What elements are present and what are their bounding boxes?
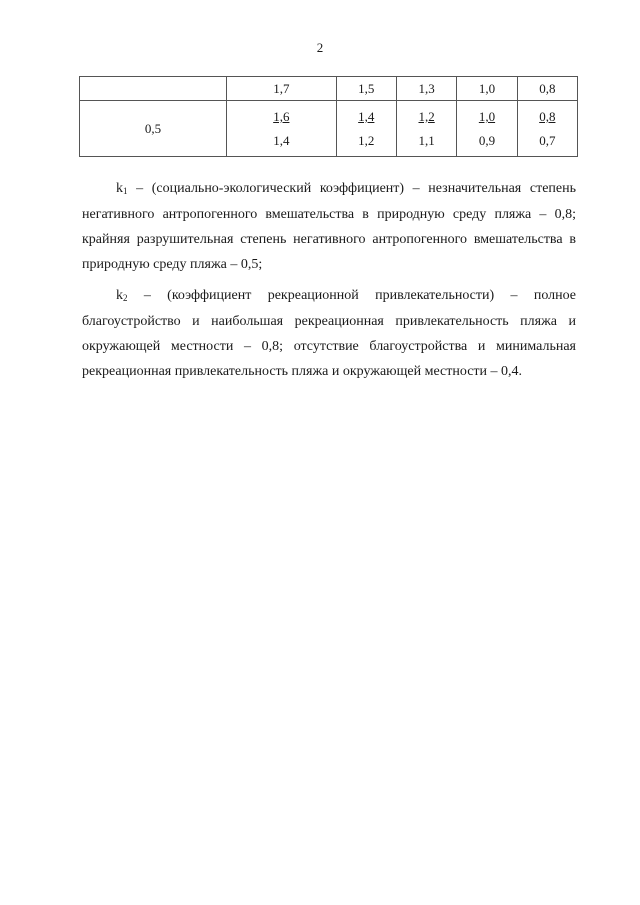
numerator-value: 1,2 [418,109,435,124]
numerator-value: 1,4 [358,109,375,124]
table-cell: 1,7 [227,77,337,101]
paragraph-text: – (социально-экологический коэффициент) – незначительная степень негативного антропогенного вмешательства в природную среду пляжа – 0,8; крайняя разрушительная степень негативного антропогенного вмешательства в природную среду пляжа – 0,5; [82,181,576,272]
table-cell: 0,8 [517,77,577,101]
paragraph-k1 [82,176,576,277]
paragraph-text: – (коэффициент рекреационной привлекательности) – полное благоустройство и наибольшая рекреационная привлекательность пляжа и окружающей местности – 0,8; отсутствие благоустройства и минимальная рекреационная привлекательность пляжа и окружающей местности – 0,4. [82,288,576,379]
table-cell [227,101,337,157]
row-label-cell: 0,5 [80,101,227,157]
coefficient-subscript: 1 [123,186,128,196]
table-cell-empty [80,77,227,101]
paragraph-k2 [82,283,576,384]
coefficient-table [79,76,578,157]
denominator-value: 1,2 [358,133,375,148]
table-row [80,77,578,101]
table-cell: 1,3 [396,77,456,101]
denominator-value: 0,7 [539,133,556,148]
coefficient-symbol: k [116,181,123,196]
numerator-value: 0,8 [539,109,556,124]
coefficient-subscript: 2 [123,293,128,303]
table-row [80,101,578,157]
numerator-value: 1,6 [273,109,290,124]
denominator-value: 1,4 [273,133,290,148]
numerator-value: 1,0 [478,109,496,124]
table-cell [457,101,517,157]
table-cell [336,101,396,157]
body-text [82,176,576,390]
denominator-value: 1,1 [418,133,435,148]
page-number: 2 [316,40,324,55]
table-cell: 1,5 [336,77,396,101]
table-cell [517,101,577,157]
denominator-value: 0,9 [478,133,496,148]
table-cell [396,101,456,157]
coefficient-symbol: k [116,288,123,303]
table-cell: 1,0 [457,77,517,101]
